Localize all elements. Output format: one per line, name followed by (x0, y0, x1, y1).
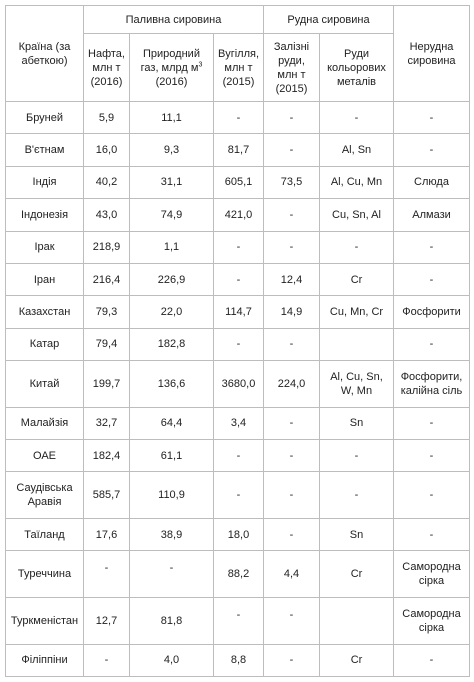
header-gas (130, 34, 214, 102)
cell-nonferrous: - (320, 472, 394, 519)
cell-nonore: Фосфорити (394, 296, 470, 328)
cell-coal: 8,8 (214, 644, 264, 676)
table-body (6, 102, 470, 677)
cell-oil: 218,9 (84, 231, 130, 263)
header-nonore: Нерудна сировина (394, 6, 470, 102)
cell-oil: 32,7 (84, 407, 130, 439)
cell-iron: - (264, 519, 320, 551)
table-row (6, 328, 470, 360)
cell-nonore: - (394, 407, 470, 439)
cell-iron: 73,5 (264, 166, 320, 198)
cell-oil: 12,7 (84, 597, 130, 644)
cell-iron: - (264, 644, 320, 676)
cell-nonore: - (394, 231, 470, 263)
header-gas-sup: 3 (198, 60, 203, 68)
cell-gas: 110,9 (130, 472, 214, 519)
table-row (6, 166, 470, 198)
cell-country: Казахстан (6, 296, 84, 328)
header-coal: Вугілля, млн т (2015) (214, 34, 264, 102)
table-row (6, 597, 470, 644)
cell-nonore: Алмази (394, 199, 470, 231)
cell-country: Філіппіни (6, 644, 84, 676)
cell-coal: - (214, 328, 264, 360)
cell-coal: - (214, 440, 264, 472)
cell-country: Таїланд (6, 519, 84, 551)
cell-country: В'єтнам (6, 134, 84, 166)
cell-oil: - (84, 644, 130, 676)
cell-gas: 226,9 (130, 263, 214, 295)
cell-nonore: - (394, 328, 470, 360)
cell-nonore: Слюда (394, 166, 470, 198)
cell-nonferrous (320, 597, 394, 644)
cell-iron: 14,9 (264, 296, 320, 328)
cell-country: Малайзія (6, 407, 84, 439)
cell-oil: 5,9 (84, 102, 130, 134)
cell-coal: - (214, 263, 264, 295)
cell-gas: 11,1 (130, 102, 214, 134)
cell-coal: - (214, 102, 264, 134)
cell-country: Туркменістан (6, 597, 84, 644)
cell-nonferrous: Sn (320, 519, 394, 551)
cell-coal: 605,1 (214, 166, 264, 198)
table-row (6, 519, 470, 551)
cell-country: Катар (6, 328, 84, 360)
cell-oil: 199,7 (84, 361, 130, 408)
cell-iron: 4,4 (264, 551, 320, 598)
table-row (6, 407, 470, 439)
cell-nonore: - (394, 644, 470, 676)
cell-nonferrous (320, 328, 394, 360)
table-row (6, 231, 470, 263)
table-row (6, 296, 470, 328)
cell-oil: 16,0 (84, 134, 130, 166)
cell-nonore: Самородна сірка (394, 551, 470, 598)
cell-coal: 421,0 (214, 199, 264, 231)
cell-nonore: Фосфорити, калійна сіль (394, 361, 470, 408)
header-gas-pre: Природний газ, млрд м (140, 47, 200, 74)
cell-coal: 3680,0 (214, 361, 264, 408)
table-row (6, 551, 470, 598)
cell-nonore: - (394, 472, 470, 519)
cell-iron: - (264, 407, 320, 439)
cell-gas: 61,1 (130, 440, 214, 472)
cell-iron: - (264, 134, 320, 166)
cell-coal: 3,4 (214, 407, 264, 439)
cell-country: Індія (6, 166, 84, 198)
cell-oil: 40,2 (84, 166, 130, 198)
cell-oil: 79,3 (84, 296, 130, 328)
cell-gas: 1,1 (130, 231, 214, 263)
cell-coal: 88,2 (214, 551, 264, 598)
cell-nonferrous: Al, Cu, Sn, W, Mn (320, 361, 394, 408)
header-iron: Залізні руди, млн т (2015) (264, 34, 320, 102)
cell-iron: - (264, 328, 320, 360)
table-row (6, 361, 470, 408)
cell-gas: 9,3 (130, 134, 214, 166)
cell-country: Китай (6, 361, 84, 408)
cell-nonferrous: - (320, 102, 394, 134)
header-gas-post: (2016) (155, 75, 188, 88)
cell-nonferrous: Sn (320, 407, 394, 439)
cell-coal: 114,7 (214, 296, 264, 328)
cell-nonore: - (394, 102, 470, 134)
cell-gas: 81,8 (130, 597, 214, 644)
cell-nonferrous: Cr (320, 551, 394, 598)
cell-oil: 79,4 (84, 328, 130, 360)
table-row (6, 263, 470, 295)
cell-iron: 12,4 (264, 263, 320, 295)
table-row (6, 102, 470, 134)
cell-country: Ірак (6, 231, 84, 263)
cell-oil: - (84, 551, 130, 598)
cell-nonore: - (394, 263, 470, 295)
cell-gas: 22,0 (130, 296, 214, 328)
cell-nonore: - (394, 440, 470, 472)
cell-oil: 43,0 (84, 199, 130, 231)
cell-coal: - (214, 231, 264, 263)
cell-iron: 224,0 (264, 361, 320, 408)
table-row (6, 440, 470, 472)
cell-nonferrous: - (320, 440, 394, 472)
cell-nonferrous: Cu, Sn, Al (320, 199, 394, 231)
cell-country: Іран (6, 263, 84, 295)
header-fuel-group: Паливна сировина (84, 6, 264, 34)
cell-gas: 74,9 (130, 199, 214, 231)
header-ore-group: Рудна сировина (264, 6, 394, 34)
cell-nonferrous: - (320, 231, 394, 263)
cell-iron: - (264, 440, 320, 472)
cell-coal: 18,0 (214, 519, 264, 551)
table-row (6, 199, 470, 231)
cell-country: Бруней (6, 102, 84, 134)
minerals-table (5, 5, 470, 677)
table-row (6, 644, 470, 676)
cell-nonferrous: Al, Cu, Mn (320, 166, 394, 198)
cell-country: Туреччина (6, 551, 84, 598)
cell-gas: 136,6 (130, 361, 214, 408)
cell-oil: 182,4 (84, 440, 130, 472)
cell-iron: - (264, 102, 320, 134)
cell-nonore: - (394, 519, 470, 551)
table-row (6, 472, 470, 519)
cell-oil: 216,4 (84, 263, 130, 295)
cell-country: Саудівська Аравія (6, 472, 84, 519)
cell-nonore: - (394, 134, 470, 166)
cell-country: ОАЕ (6, 440, 84, 472)
cell-nonore: Самородна сірка (394, 597, 470, 644)
cell-coal: - (214, 597, 264, 644)
cell-nonferrous: Cr (320, 263, 394, 295)
cell-gas: 38,9 (130, 519, 214, 551)
cell-iron: - (264, 597, 320, 644)
cell-gas: 182,8 (130, 328, 214, 360)
table-row (6, 134, 470, 166)
cell-iron: - (264, 231, 320, 263)
cell-iron: - (264, 472, 320, 519)
cell-coal: - (214, 472, 264, 519)
cell-oil: 585,7 (84, 472, 130, 519)
cell-iron: - (264, 199, 320, 231)
header-nonferrous: Руди кольорових металів (320, 34, 394, 102)
header-country: Країна (за абеткою) (6, 6, 84, 102)
cell-country: Індонезія (6, 199, 84, 231)
cell-oil: 17,6 (84, 519, 130, 551)
cell-gas: - (130, 551, 214, 598)
cell-gas: 31,1 (130, 166, 214, 198)
cell-gas: 64,4 (130, 407, 214, 439)
header-oil: Нафта, млн т (2016) (84, 34, 130, 102)
cell-nonferrous: Al, Sn (320, 134, 394, 166)
cell-nonferrous: Cu, Mn, Cr (320, 296, 394, 328)
cell-gas: 4,0 (130, 644, 214, 676)
cell-coal: 81,7 (214, 134, 264, 166)
cell-nonferrous: Cr (320, 644, 394, 676)
